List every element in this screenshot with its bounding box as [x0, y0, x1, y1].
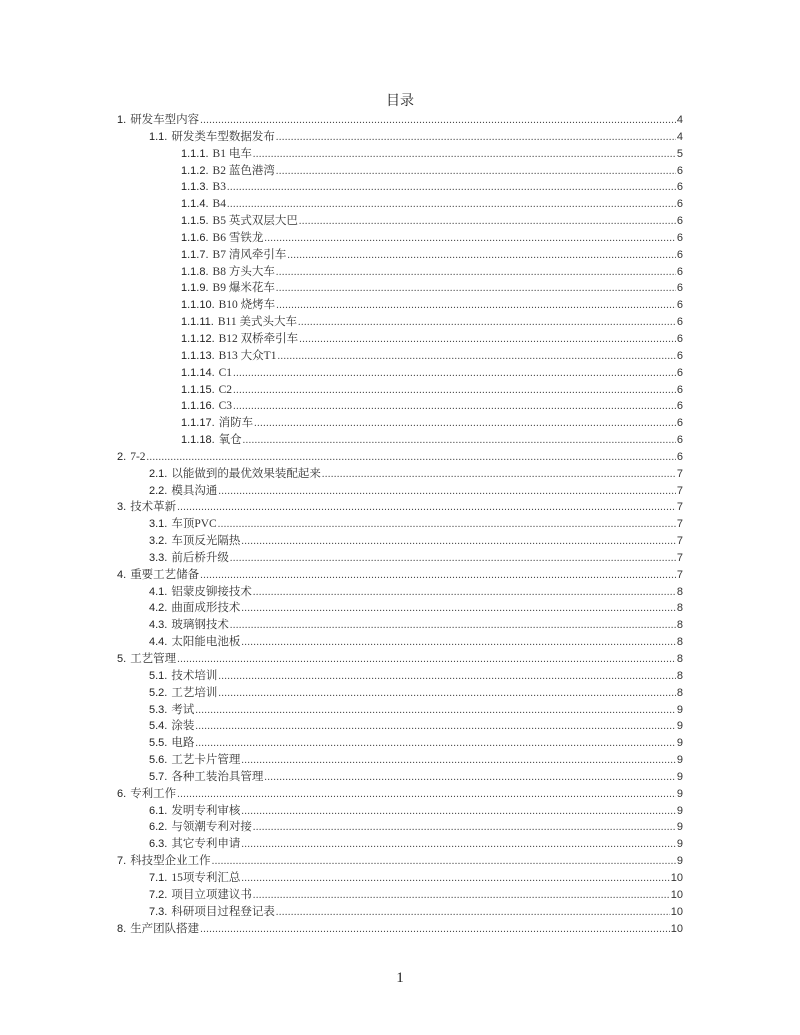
toc-entry-page: 6 — [676, 231, 683, 244]
toc-entry[interactable] — [117, 668, 683, 685]
toc-dot-leader — [253, 820, 676, 837]
toc-entry-number: 1.1.10. — [181, 299, 215, 312]
toc-entry-title: 专利工作 — [130, 787, 177, 800]
toc-entry[interactable] — [117, 735, 683, 752]
toc-entry-title: 15项专利汇总 — [171, 871, 241, 884]
toc-entry-page: 8 — [676, 686, 683, 699]
toc-entry-number: 1.1.3. — [181, 181, 209, 194]
toc-entry-page: 7 — [676, 535, 683, 548]
toc-dot-leader — [147, 450, 676, 467]
toc-dot-leader — [264, 231, 676, 248]
toc-entry[interactable] — [117, 146, 683, 163]
toc-entry-title: B5 英式双层大巴 — [212, 215, 298, 228]
toc-entry-number: 5.6. — [149, 754, 168, 767]
toc-entry[interactable] — [117, 314, 683, 331]
toc-entry-page: 7 — [676, 467, 683, 480]
toc-dot-leader — [212, 854, 676, 871]
toc-dot-leader — [241, 601, 676, 618]
toc-entry-number: 1.1. — [149, 130, 168, 143]
toc-entry-number: 4. — [117, 568, 127, 581]
toc-entry-number: 7.2. — [149, 888, 168, 901]
toc-entry[interactable] — [117, 516, 683, 533]
toc-entry-title: 曲面成形技术 — [171, 602, 241, 615]
toc-entry-title: B13 大众T1 — [218, 349, 277, 362]
toc-entry[interactable] — [117, 836, 683, 853]
toc-dot-leader — [233, 383, 676, 400]
toc-entry-title: 重要工艺储备 — [130, 568, 200, 581]
toc-entry-title: 项目立项建议书 — [171, 888, 252, 901]
toc-entry[interactable] — [117, 432, 683, 449]
toc-entry-page: 6 — [676, 248, 683, 261]
toc-entry-title: 考试 — [171, 703, 195, 716]
toc-entry-title: 工艺管理 — [130, 653, 177, 665]
toc-entry-page: 6 — [676, 417, 683, 430]
toc-dot-leader — [276, 164, 676, 181]
toc-entry-number: 4.4. — [149, 636, 168, 649]
toc-dot-leader — [241, 534, 676, 551]
toc-entry-page: 6 — [676, 282, 683, 295]
toc-entry[interactable] — [117, 803, 683, 820]
toc-entry-title: 模具沟通 — [171, 484, 218, 497]
toc-entry[interactable] — [117, 617, 683, 634]
table-of-contents — [117, 112, 683, 937]
toc-entry-page: 6 — [676, 383, 683, 396]
toc-entry-title: B6 雪铁龙 — [212, 231, 264, 244]
toc-entry[interactable] — [117, 129, 683, 146]
toc-entry-page: 9 — [676, 703, 683, 716]
toc-entry[interactable] — [117, 752, 683, 769]
toc-entry[interactable] — [117, 398, 683, 415]
toc-entry-number: 2.2. — [149, 484, 168, 497]
toc-entry-title: 电路 — [171, 737, 195, 750]
toc-entry-page: 8 — [676, 602, 683, 615]
toc-entry-title: B4 — [212, 198, 226, 211]
toc-entry[interactable] — [117, 702, 683, 719]
toc-dot-leader — [243, 433, 676, 450]
toc-entry-page: 10 — [670, 888, 683, 901]
toc-dot-leader — [254, 416, 676, 433]
toc-entry[interactable] — [117, 769, 683, 786]
toc-entry-number: 6.2. — [149, 821, 168, 834]
toc-entry-page: 9 — [676, 770, 683, 783]
toc-dot-leader — [233, 399, 676, 416]
toc-entry-page: 9 — [676, 855, 683, 868]
toc-entry[interactable] — [117, 819, 683, 836]
toc-entry[interactable] — [117, 264, 683, 281]
toc-entry[interactable] — [117, 382, 683, 399]
toc-entry[interactable] — [117, 685, 683, 702]
toc-entry-title: 铝蒙皮铆接技术 — [171, 585, 252, 598]
toc-entry-page: 8 — [676, 669, 683, 682]
toc-entry-title: 与领潮专利对接 — [171, 821, 252, 834]
toc-entry-number: 7.3. — [149, 905, 168, 918]
toc-dot-leader — [233, 366, 676, 383]
toc-dot-leader — [277, 349, 675, 366]
toc-entry-number: 6. — [117, 787, 127, 800]
toc-entry-page: 7 — [676, 484, 683, 497]
toc-dot-leader — [253, 147, 676, 164]
toc-dot-leader — [241, 871, 669, 888]
toc-entry-number: 5.2. — [149, 686, 168, 699]
toc-entry-title: 车顶PVC — [171, 518, 217, 531]
toc-entry-title: B11 美式头大车 — [217, 316, 297, 329]
toc-entry-number: 1.1.18. — [181, 434, 215, 447]
toc-dot-leader — [241, 753, 676, 770]
toc-entry[interactable] — [117, 230, 683, 247]
toc-entry-number: 1.1.13. — [181, 349, 215, 362]
toc-entry-page: 5 — [676, 147, 683, 160]
toc-entry[interactable] — [117, 904, 683, 921]
toc-dot-leader — [195, 703, 676, 720]
toc-entry-page: 7 — [676, 501, 683, 514]
toc-title: 目录 — [386, 94, 414, 109]
toc-entry-page: 4 — [676, 130, 683, 143]
toc-entry-number: 1.1.2. — [181, 164, 209, 177]
toc-dot-leader — [276, 281, 676, 298]
toc-entry-number: 2.1. — [149, 467, 168, 480]
toc-dot-leader — [264, 770, 676, 787]
toc-dot-leader — [298, 315, 676, 332]
toc-entry-number: 4.1. — [149, 585, 168, 598]
toc-dot-leader — [253, 585, 676, 602]
toc-dot-leader — [195, 736, 676, 753]
toc-entry[interactable] — [117, 533, 683, 550]
toc-dot-leader — [230, 618, 676, 635]
toc-entry-number: 5.4. — [149, 720, 168, 733]
toc-entry-number: 7.1. — [149, 871, 168, 884]
toc-entry[interactable] — [117, 196, 683, 213]
toc-entry-page: 6 — [676, 332, 683, 345]
toc-entry[interactable] — [117, 921, 683, 938]
toc-dot-leader — [200, 568, 676, 585]
toc-dot-leader — [177, 787, 676, 804]
toc-entry-number: 4.3. — [149, 619, 168, 632]
toc-entry-number: 1. — [117, 114, 127, 126]
toc-entry-number: 5.5. — [149, 737, 168, 750]
toc-entry-number: 1.1.11. — [181, 316, 214, 329]
toc-entry-page: 9 — [676, 821, 683, 834]
toc-entry-page: 9 — [676, 720, 683, 733]
toc-entry-number: 5.7. — [149, 770, 168, 783]
toc-dot-leader — [241, 837, 676, 854]
toc-entry-number: 1.1.4. — [181, 198, 209, 211]
toc-entry-number: 3.1. — [149, 518, 168, 531]
toc-entry-page: 7 — [676, 518, 683, 531]
toc-entry[interactable] — [117, 550, 683, 567]
toc-dot-leader — [299, 332, 676, 349]
toc-entry-title: C3 — [218, 400, 233, 413]
toc-dot-leader — [241, 804, 676, 821]
toc-entry[interactable] — [117, 600, 683, 617]
toc-entry-page: 6 — [676, 316, 683, 329]
toc-entry-title: 前后桥升级 — [171, 551, 229, 564]
toc-entry-page: 9 — [676, 737, 683, 750]
toc-entry-page: 7 — [676, 568, 683, 581]
toc-entry-title: B7 清风牵引车 — [212, 248, 287, 261]
toc-entry-page: 6 — [676, 265, 683, 278]
toc-entry-title: 各种工装治具管理 — [171, 770, 264, 783]
toc-entry-title: 消防车 — [218, 417, 254, 430]
toc-entry-page: 4 — [676, 114, 683, 126]
toc-entry-number: 1.1.5. — [181, 215, 209, 228]
toc-entry[interactable] — [117, 584, 683, 601]
toc-entry-title: C2 — [218, 383, 233, 396]
toc-dot-leader — [241, 635, 676, 652]
toc-dot-leader — [299, 214, 676, 231]
toc-entry-page: 6 — [676, 400, 683, 413]
toc-entry-page: 8 — [676, 636, 683, 649]
toc-entry-title: B8 方头大车 — [212, 265, 275, 278]
toc-dot-leader — [218, 686, 676, 703]
toc-entry-title: 以能做到的最优效果装配起来 — [171, 467, 321, 480]
toc-entry[interactable] — [117, 297, 683, 314]
toc-entry-number: 1.1.14. — [181, 366, 215, 379]
toc-entry-number: 1.1.12. — [181, 332, 215, 345]
toc-dot-leader — [322, 467, 676, 484]
toc-entry-page: 10 — [670, 922, 683, 935]
toc-dot-leader — [276, 298, 676, 315]
toc-entry-number: 3.2. — [149, 535, 168, 548]
toc-entry-title: 玻璃钢技术 — [171, 619, 229, 632]
toc-entry-title: C1 — [218, 366, 233, 379]
toc-entry-number: 5. — [117, 653, 127, 665]
toc-entry-title: 太阳能电池板 — [171, 636, 241, 649]
toc-entry-title: B10 烧烤车 — [218, 299, 276, 312]
toc-entry[interactable] — [117, 853, 683, 870]
toc-entry[interactable] — [117, 651, 683, 668]
toc-dot-leader — [276, 265, 676, 282]
toc-entry[interactable] — [117, 870, 683, 887]
toc-entry[interactable] — [117, 247, 683, 264]
toc-entry-number: 1.1.17. — [181, 417, 215, 430]
toc-entry-number: 5.1. — [149, 669, 168, 682]
toc-entry-page: 9 — [676, 804, 683, 817]
toc-dot-leader — [227, 197, 676, 214]
toc-entry-number: 1.1.8. — [181, 265, 209, 278]
toc-entry[interactable] — [117, 348, 683, 365]
toc-entry-page: 6 — [676, 299, 683, 312]
toc-entry[interactable] — [117, 634, 683, 651]
toc-dot-leader — [177, 652, 676, 669]
toc-entry-page: 6 — [676, 349, 683, 362]
toc-entry[interactable] — [117, 415, 683, 432]
toc-entry[interactable] — [117, 466, 683, 483]
toc-entry-title: B9 爆米花车 — [212, 282, 275, 295]
toc-dot-leader — [253, 888, 670, 905]
toc-entry-number: 1.1.15. — [181, 383, 215, 396]
toc-entry-number: 1.1.9. — [181, 282, 209, 295]
toc-entry-number: 3.3. — [149, 551, 168, 564]
toc-entry-title: 技术培训 — [171, 669, 218, 682]
toc-entry-title: 其它专利申请 — [171, 838, 241, 851]
toc-entry-page: 6 — [676, 181, 683, 194]
toc-dot-leader — [218, 484, 676, 501]
toc-entry-number: 1.1.7. — [181, 248, 209, 261]
toc-entry-page: 9 — [676, 838, 683, 851]
toc-entry[interactable] — [117, 331, 683, 348]
toc-entry-title: 工艺卡片管理 — [171, 754, 241, 767]
toc-entry-page: 6 — [676, 434, 683, 447]
toc-entry-number: 1.1.6. — [181, 231, 209, 244]
toc-entry-title: B12 双桥牵引车 — [218, 332, 299, 345]
toc-dot-leader — [200, 922, 670, 939]
toc-entry-page: 9 — [676, 754, 683, 767]
toc-entry[interactable] — [117, 499, 683, 516]
toc-entry[interactable] — [117, 718, 683, 735]
toc-entry-number: 2. — [117, 450, 127, 463]
toc-entry[interactable] — [117, 163, 683, 180]
toc-entry-number: 8. — [117, 922, 127, 935]
toc-entry[interactable] — [117, 786, 683, 803]
toc-entry-page: 8 — [676, 585, 683, 598]
toc-dot-leader — [218, 669, 676, 686]
toc-entry-page: 9 — [676, 787, 683, 800]
toc-entry-title: 7-2 — [130, 450, 146, 463]
toc-entry-page: 6 — [676, 198, 683, 211]
toc-entry-page: 10 — [670, 871, 683, 884]
toc-dot-leader — [287, 248, 676, 265]
toc-entry-title: 技术革新 — [130, 501, 177, 514]
toc-entry-title: 科技型企业工作 — [130, 855, 211, 868]
toc-dot-leader — [230, 551, 676, 568]
toc-entry[interactable] — [117, 483, 683, 500]
toc-dot-leader — [195, 719, 676, 736]
toc-dot-leader — [227, 180, 676, 197]
toc-entry-title: B1 电车 — [212, 147, 252, 160]
toc-dot-leader — [200, 113, 676, 130]
toc-entry-page: 7 — [676, 551, 683, 564]
toc-entry[interactable] — [117, 887, 683, 904]
page-number: 1 — [396, 970, 404, 986]
toc-entry-number: 5.3. — [149, 703, 168, 716]
toc-entry-number: 4.2. — [149, 602, 168, 615]
toc-entry[interactable] — [117, 365, 683, 382]
toc-entry-page: 6 — [676, 215, 683, 228]
toc-dot-leader — [218, 517, 676, 534]
toc-entry-title: 工艺培训 — [171, 686, 218, 699]
toc-entry[interactable] — [117, 280, 683, 297]
toc-entry-title: B3 — [212, 181, 226, 194]
toc-entry-page: 6 — [676, 164, 683, 177]
toc-entry-title: 氧仓 — [218, 434, 242, 447]
toc-entry-title: 涂装 — [171, 720, 195, 733]
toc-entry-title: 科研项目过程登记表 — [171, 905, 275, 918]
toc-entry[interactable] — [117, 213, 683, 230]
toc-entry[interactable] — [117, 567, 683, 584]
toc-entry-number: 1.1.1. — [181, 147, 209, 160]
toc-dot-leader — [276, 905, 670, 922]
toc-entry[interactable] — [117, 112, 683, 129]
toc-entry-title: 研发车型内容 — [130, 114, 200, 126]
toc-dot-leader — [276, 130, 676, 147]
toc-entry-page: 10 — [670, 905, 683, 918]
toc-entry-number: 7. — [117, 855, 127, 868]
toc-entry[interactable] — [117, 179, 683, 196]
toc-dot-leader — [177, 500, 676, 517]
toc-entry-title: 车顶反光隔热 — [171, 535, 241, 548]
toc-entry-page: 6 — [676, 366, 683, 379]
toc-entry-title: 研发类车型数据发布 — [171, 130, 275, 143]
toc-entry-page: 8 — [676, 653, 683, 665]
toc-entry-number: 1.1.16. — [181, 400, 215, 413]
toc-entry-page: 8 — [676, 619, 683, 632]
toc-entry-title: B2 蓝色港湾 — [212, 164, 275, 177]
toc-entry[interactable] — [117, 449, 683, 466]
toc-entry-number: 3. — [117, 501, 127, 514]
toc-entry-page: 6 — [676, 450, 683, 463]
toc-entry-number: 6.1. — [149, 804, 168, 817]
toc-entry-number: 6.3. — [149, 838, 168, 851]
toc-entry-title: 生产团队搭建 — [130, 922, 200, 935]
toc-entry-title: 发明专利审核 — [171, 804, 241, 817]
